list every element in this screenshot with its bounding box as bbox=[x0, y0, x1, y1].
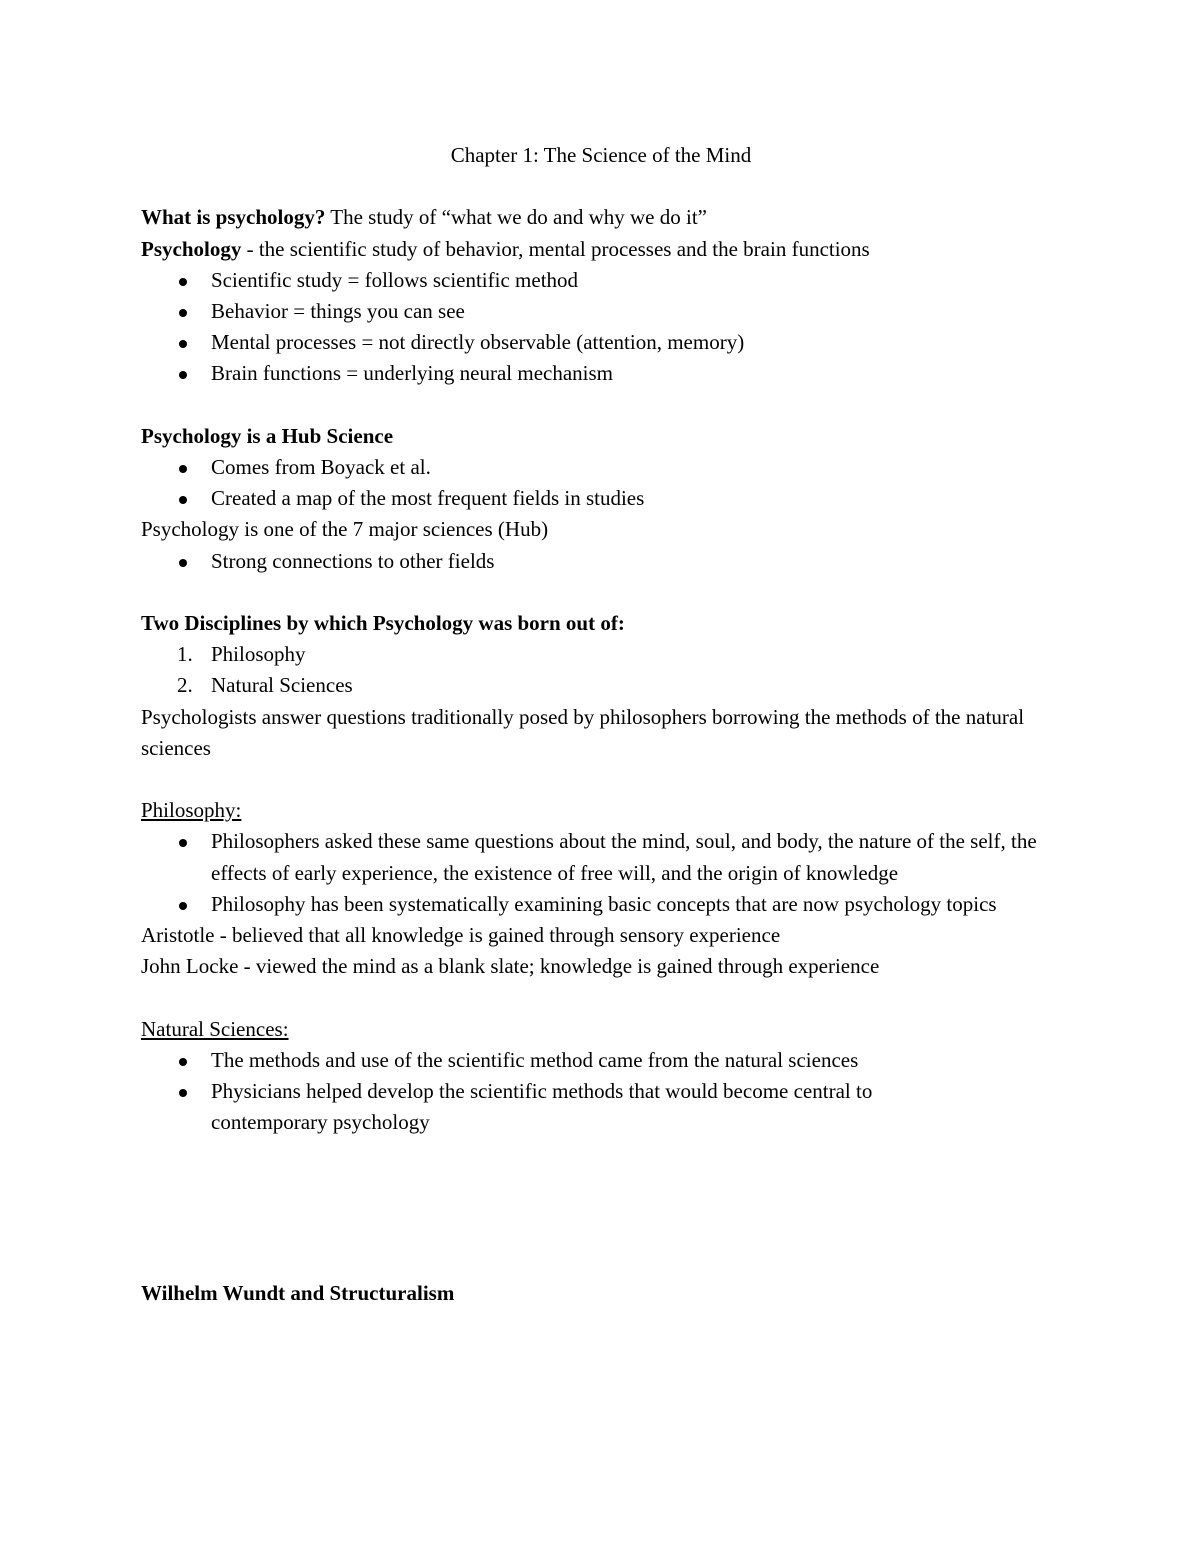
list-item bbox=[141, 639, 1061, 670]
disciplines-text: Psychologists answer questions traditionally posed by philosophers borrowing the methods of the natural sciences bbox=[141, 704, 1025, 760]
hub-text: Psychology is one of the 7 major sciences (Hub) bbox=[141, 517, 549, 542]
aristotle-text: Aristotle - believed that all knowledge is gained through sensory experience bbox=[141, 923, 781, 948]
list-number: 2. bbox=[177, 673, 193, 698]
list-item: The methods and use of the scientific method came from the natural sciences bbox=[141, 1045, 1061, 1076]
list-number: 1. bbox=[177, 642, 193, 667]
list-item: Comes from Boyack et al. bbox=[141, 452, 1061, 483]
page-title: Chapter 1: The Science of the Mind bbox=[450, 143, 752, 167]
list-item: Philosophers asked these same questions about the mind, soul, and body, the nature of the self, the effects of early experience, the existence of free will, and the origin of knowledge bbox=[141, 826, 1061, 888]
spacer bbox=[141, 390, 1061, 421]
list-item-label: Natural Sciences bbox=[211, 673, 353, 698]
list-item: Physicians helped develop the scientific methods that would become central to contemporary psychology bbox=[141, 1076, 1061, 1138]
spacer bbox=[141, 1138, 1061, 1278]
philosophy-heading bbox=[141, 795, 1061, 826]
disciplines-heading-text: Two Disciplines by which Psychology was born out of: bbox=[141, 611, 625, 635]
natural-sciences-heading bbox=[141, 1014, 1061, 1045]
list-item: Philosophy has been systematically examining basic concepts that are now psychology topics bbox=[141, 889, 1061, 920]
what-is-text: The study of “what we do and why we do it” bbox=[325, 205, 707, 230]
disciplines-list bbox=[141, 639, 1061, 701]
locke-text: John Locke - viewed the mind as a blank slate; knowledge is gained through experience bbox=[141, 954, 880, 979]
document-body bbox=[141, 140, 1061, 1310]
hub-list bbox=[141, 452, 1061, 514]
list-item: Behavior = things you can see bbox=[141, 296, 1061, 327]
definition-paragraph bbox=[141, 234, 1061, 265]
natural-sciences-heading-text: Natural Sciences: bbox=[141, 1016, 289, 1041]
disciplines-heading bbox=[141, 608, 1061, 639]
spacer bbox=[141, 171, 1061, 202]
list-item: Created a map of the most frequent fields in studies bbox=[141, 483, 1061, 514]
list-item: Brain functions = underlying neural mechanism bbox=[141, 358, 1061, 389]
hub-heading bbox=[141, 421, 1061, 452]
list-item: Strong connections to other fields bbox=[141, 546, 1061, 577]
definition-text: - the scientific study of behavior, mental processes and the brain functions bbox=[241, 236, 870, 261]
wundt-heading-text: Wilhelm Wundt and Structuralism bbox=[141, 1281, 455, 1306]
hub-heading-text: Psychology is a Hub Science bbox=[141, 423, 394, 448]
hub-list-2 bbox=[141, 546, 1061, 577]
natural-sciences-list bbox=[141, 1045, 1061, 1139]
philosophy-list bbox=[141, 826, 1061, 920]
spacer bbox=[141, 577, 1061, 608]
spacer bbox=[141, 764, 1061, 795]
wundt-heading bbox=[141, 1278, 1061, 1309]
list-item bbox=[141, 670, 1061, 701]
what-is-label: What is psychology? bbox=[141, 205, 326, 230]
list-item-label: Philosophy bbox=[211, 642, 306, 667]
what-is-paragraph bbox=[141, 202, 1061, 233]
definition-term: Psychology bbox=[141, 236, 242, 261]
spacer bbox=[141, 982, 1061, 1013]
list-item: Scientific study = follows scientific method bbox=[141, 265, 1061, 296]
list-item: Mental processes = not directly observable (attention, memory) bbox=[141, 327, 1061, 358]
philosophy-heading-text: Philosophy: bbox=[141, 798, 242, 823]
definition-list bbox=[141, 265, 1061, 390]
